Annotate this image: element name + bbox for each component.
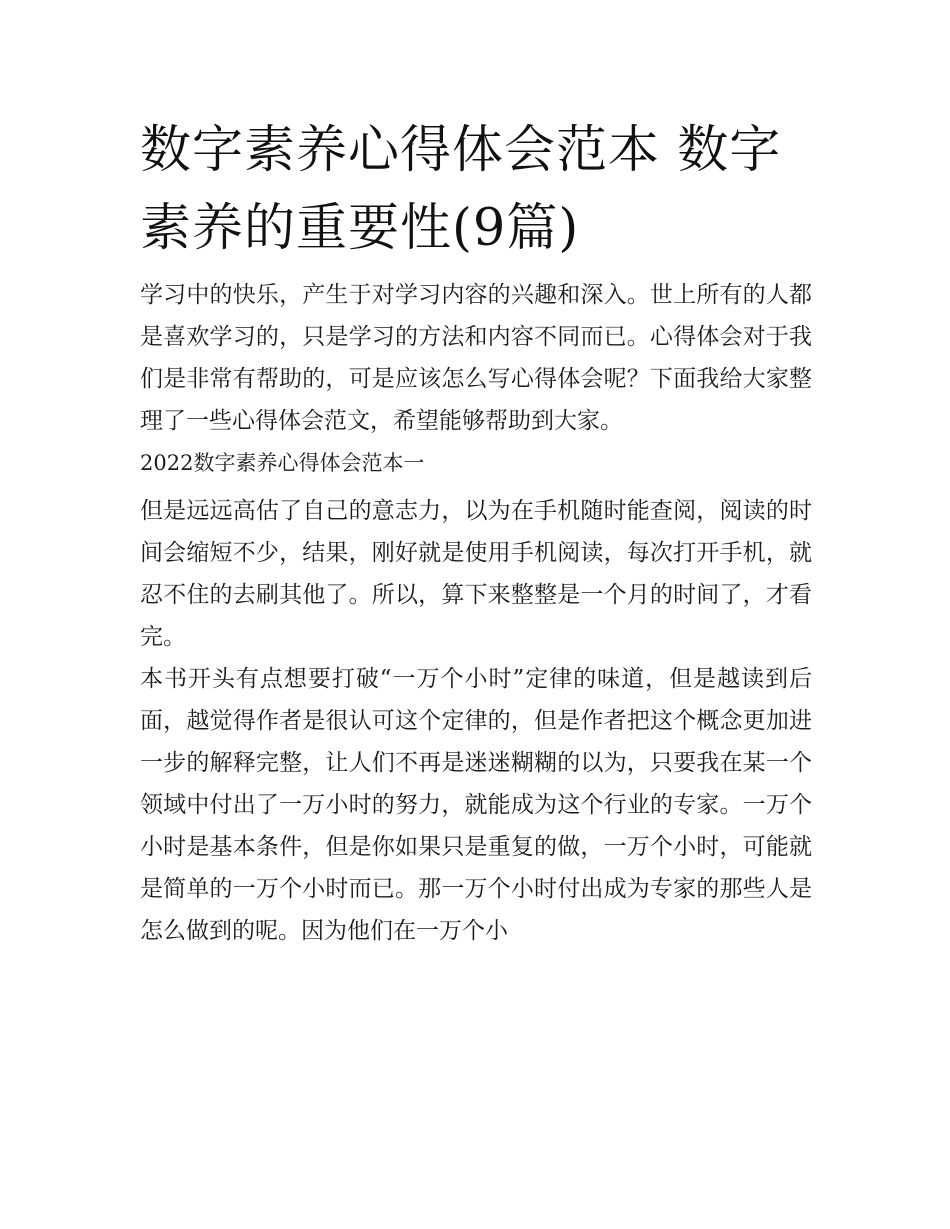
intro-paragraph: 学习中的快乐，产生于对学习内容的兴趣和深入。世上所有的人都是喜欢学习的，只是学习的方法和内容不同而已。心得体会对于我们是非常有帮助的，可是应该怎么写心得体会呢？下面我给大家整理了一些心得体会范文，希望能够帮助到大家。 (140, 282, 812, 434)
document-title: 数字素养心得体会范本 数字素养的重要性(9篇) (140, 121, 782, 258)
section-heading: 2022数字素养心得体会范本一 (140, 451, 425, 475)
body-paragraph-2: 本书开头有点想要打破“一万个小时”定律的味道，但是越读到后面，越觉得作者是很认可这个定律的，但是作者把这个概念更加进一步的解释完整，让人们不再是迷迷糊糊的以为，只要我在某一个领域中付出了一万小时的努力，就能成为这个行业的专家。一万个小时是基本条件，但是你如果只是重复的做，一万个小时，可能就是简单的一万个小时而已。那一万个小时付出成为专家的那些人是怎么做到的呢。因为他们在一万个小 (140, 666, 812, 944)
body-paragraph-1: 但是远远高估了自己的意志力，以为在手机随时能查阅，阅读的时间会缩短不少，结果，刚好就是使用手机阅读，每次打开手机，就忍不住的去刷其他了。所以，算下来整整是一个月的时间了，才看完。 (140, 498, 812, 650)
document-page (140, 112, 812, 952)
